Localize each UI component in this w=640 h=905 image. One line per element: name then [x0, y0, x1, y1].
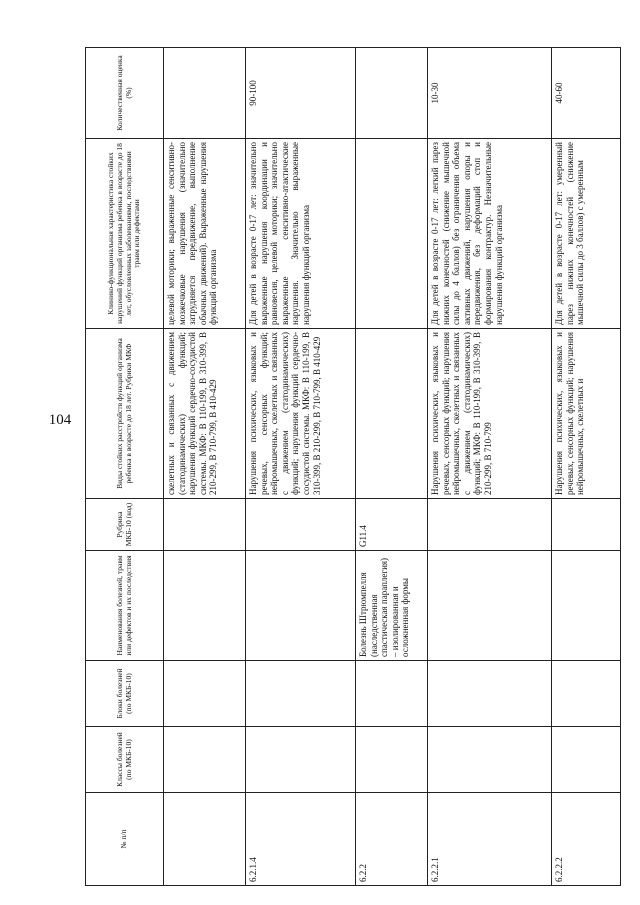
cell-name: Болезнь Штрюмпелля (наследственная спастическая параплегия) – изолированная и осложненная формы: [356, 551, 428, 661]
cell-code: [428, 499, 552, 551]
cell-types: Нарушения психических, языковых и речевых, сенсорных функций; нейромышечных, скелетных и связанных с движением (статодинамических) функций; нарушения функций сердечно-сосудистой системы. МКФ: B 110-199, B 310-399, B 210-299, B 710-799, B 410-429: [246, 329, 356, 499]
table-row: [356, 48, 428, 886]
cell-score: 90-100: [246, 48, 356, 139]
cell-num: 6.2.2.2: [552, 793, 621, 886]
table-row: [428, 48, 552, 886]
table-row: [552, 48, 621, 886]
page-number: 104: [48, 412, 72, 428]
table-row: [246, 48, 356, 886]
cell-class: [356, 727, 428, 793]
header-clinical: Клинико-функциональная характеристика стойких нарушений функций организма ребенка в возрасте до 18 лет, обусловленных заболеваниями, последствиями травм или дефектами: [86, 139, 164, 329]
rotated-table-wrapper: [85, 48, 620, 886]
cell-code: [164, 499, 246, 551]
cell-types: [356, 329, 428, 499]
cell-clinical: целевой моторики; выраженные сенситивно-мозжечковые нарушения (значительно затрудняется передвижение, выполнение обычных движений). Выраженные нарушения функций организма: [164, 139, 246, 329]
cell-class: [164, 727, 246, 793]
header-name: Наименования болезней, травм или дефектов и их последствия: [86, 551, 164, 661]
header-row: [86, 48, 164, 886]
cell-class: [552, 727, 621, 793]
cell-types: Нарушения психических, языковых и речевых, сенсорных функций; нарушения нейромышечных, скелетных и: [552, 329, 621, 499]
cell-clinical: Для детей в возрасте 0-17 лет: легкий парез нижних конечностей (снижение мышечной силы до 4 баллов) без ограничения объема активных движений, нарушения опоры и передвижения, без деформаций стоп и формирования контрактур. Незначительные нарушения функций организма: [428, 139, 552, 329]
cell-score: 10-30: [428, 48, 552, 139]
cell-types: скелетных и связанных с движением (статодинамических) функций; нарушения функций сердечно-сосудистой системы. МКФ: B 110-199, B 310-399, B 210-299, B 710-799, B 410-429: [164, 329, 246, 499]
cell-num: 6.2.2.1: [428, 793, 552, 886]
cell-num: 6.2.2: [356, 793, 428, 886]
cell-clinical: Для детей в возрасте 0-17 лет: значительно выраженные нарушения координации и равновесия, целевой моторики; значительно выраженные сенситивно-атактические нарушения. Значительно выраженные нарушения функций организма: [246, 139, 356, 329]
cell-clinical: [356, 139, 428, 329]
cell-types: Нарушения психических, языковых и речевых, сенсорных функций; нарушения нейромышечных, скелетных и связанных с движением (статодинамических) функций; МКФ: B 110-199, B 310-399, B 210-299, B 710-799: [428, 329, 552, 499]
cell-score: [356, 48, 428, 139]
cell-score: [164, 48, 246, 139]
cell-name: [428, 551, 552, 661]
cell-block: [356, 661, 428, 727]
cell-num: [164, 793, 246, 886]
disability-criteria-table: [85, 47, 621, 886]
header-block: Блоки болезней (по МКБ-10): [86, 661, 164, 727]
header-num: № п/п: [86, 793, 164, 886]
header-code: Рубрика МКБ-10 (код): [86, 499, 164, 551]
header-class: Классы болезней (по МКБ-10): [86, 727, 164, 793]
cell-name: [552, 551, 621, 661]
document-table: [85, 48, 620, 886]
cell-score: 40-60: [552, 48, 621, 139]
cell-name: [164, 551, 246, 661]
cell-class: [428, 727, 552, 793]
header-score: Количественная оценка (%): [86, 48, 164, 139]
cell-name: [246, 551, 356, 661]
cell-block: [552, 661, 621, 727]
table-row: [164, 48, 246, 886]
cell-code: G11.4: [356, 499, 428, 551]
cell-class: [246, 727, 356, 793]
cell-block: [246, 661, 356, 727]
cell-code: [246, 499, 356, 551]
cell-code: [552, 499, 621, 551]
header-types: Виды стойких расстройств функций организма ребенка в возрасте до 18 лет. Рубрики МКФ: [86, 329, 164, 499]
cell-block: [164, 661, 246, 727]
cell-clinical: Для детей в возрасте 0-17 лет: умеренный парез нижних конечностей (снижение мышечной силы до 3 баллов) с умеренным: [552, 139, 621, 329]
cell-block: [428, 661, 552, 727]
cell-num: 6.2.1.4: [246, 793, 356, 886]
